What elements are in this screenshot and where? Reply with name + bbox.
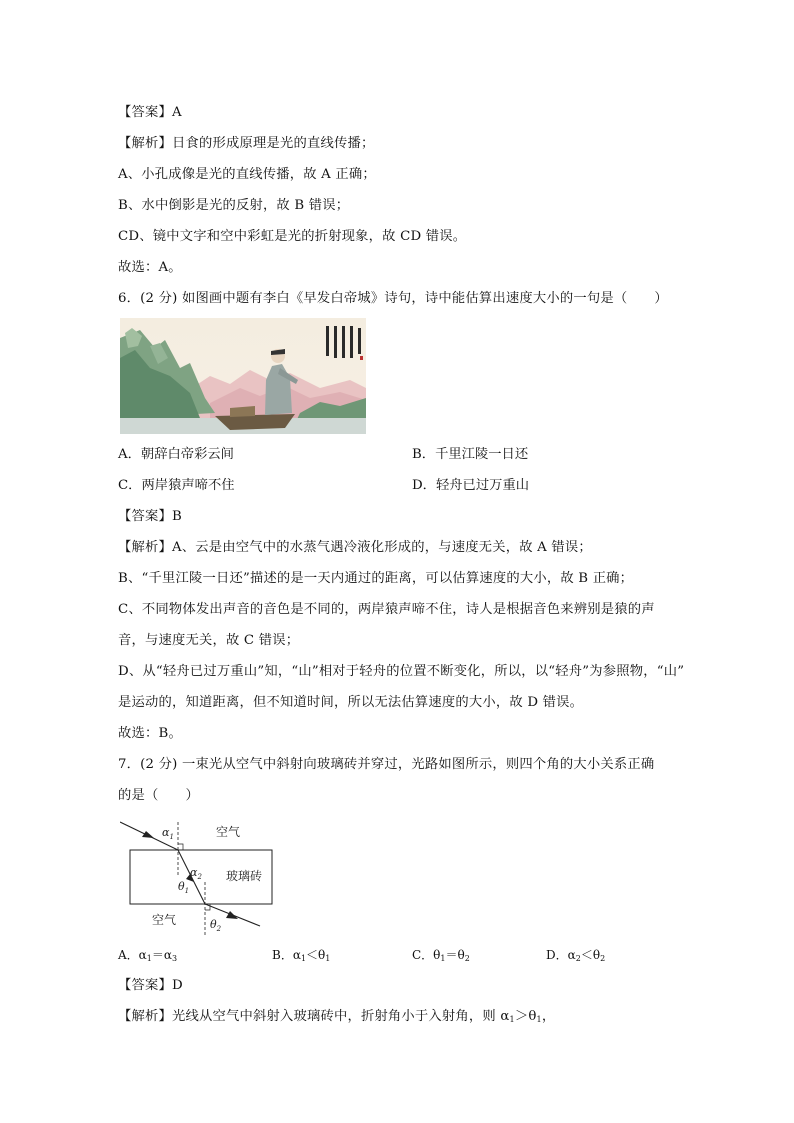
arrow-icon [226, 911, 238, 919]
q5-analysis-line: 【解析】日食的形成原理是光的直线传播； [118, 136, 375, 151]
refraction-diagram [120, 816, 280, 938]
q6-option-d[interactable]: D．轻舟已过万重山 [412, 478, 530, 493]
q7-option-b[interactable]: B．$\alpha_1<\theta_1$ [272, 948, 331, 963]
q7-option-a[interactable]: A．$\alpha_1=\alpha_3$ [118, 948, 178, 963]
q5-analysis-line: B、水中倒影是光的反射，故 B 错误； [118, 198, 350, 213]
q7-option-c[interactable]: C．$\theta_1=\theta_2$ [412, 948, 470, 963]
q7-stem-line: 7．(2 分) 一束光从空气中斜射向玻璃砖并穿过，光路如图所示，则四个角的大小关系正确 [118, 757, 655, 772]
q6-option-b[interactable]: B．千里江陵一日还 [412, 447, 529, 462]
theta2-label: θ [210, 918, 217, 931]
alpha1-label: α [162, 826, 170, 839]
q6-option-a[interactable]: A．朝辞白帝彩云间 [118, 447, 234, 462]
painting-poem-text: 朝辞白帝彩云间 千里江陵一日还 两岸猿声啼不住 轻舟已过万重山 [120, 318, 149, 319]
q7-analysis-line: 【解析】光线从空气中斜射入玻璃砖中，折射角小于入射角，则 $\alpha_1>\theta_1$， [118, 1009, 556, 1024]
q6-analysis-line: D、从“轻舟已过万重山”知，“山”相对于轻舟的位置不断变化，所以，以“轻舟”为参照物，“山” [118, 664, 685, 679]
q5-answer: 【答案】A [118, 105, 182, 120]
alpha2-label: α [190, 866, 198, 879]
li-bai-painting [120, 318, 366, 434]
q6-analysis-line: 【解析】A、云是由空气中的水蒸气遇冷液化形成的，与速度无关，故 A 错误； [118, 540, 592, 555]
q5-analysis-line: A、小孔成像是光的直线传播，故 A 正确； [118, 167, 376, 182]
svg-text:θ2: $\theta_2$ [210, 918, 222, 933]
q6-analysis-line: 音，与速度无关，故 C 错误； [118, 633, 300, 648]
q6-answer: 【答案】B [118, 509, 182, 524]
theta1-label: θ [178, 880, 185, 893]
q6-stem: 6．(2 分) 如图画中题有李白《早发白帝城》诗句，诗中能估算出速度大小的一句是（ ） [118, 291, 668, 306]
svg-text:θ1: $\theta_1$ [178, 880, 190, 895]
air-bottom-label: 空气 [152, 913, 177, 927]
q7-answer: 【答案】D [118, 978, 183, 993]
svg-text:α2: $\alpha_2$ [190, 866, 202, 881]
q7-option-d[interactable]: D．$\alpha_2<\theta_2$ [546, 948, 606, 963]
svg-text:α1: $\alpha_1$ [162, 826, 174, 841]
q6-option-c[interactable]: C．两岸猿声啼不住 [118, 478, 235, 493]
q6-analysis-line: B、“千里江陵一日还”描述的是一天内通过的距离，可以估算速度的大小，故 B 正确； [118, 571, 634, 586]
air-top-label: 空气 [216, 825, 241, 839]
q6-analysis-line: C、不同物体发出声音的音色是不同的，两岸猿声啼不住，诗人是根据音色来辨别是猿的声 [118, 602, 655, 617]
q6-analysis-line: 故选：B。 [118, 726, 182, 741]
glass-label: 玻璃砖 [226, 869, 263, 883]
q5-analysis-line: CD、镜中文字和空中彩虹是光的折射现象，故 CD 错误。 [118, 229, 467, 244]
q6-analysis-line: 是运动的，知道距离，但不知道时间，所以无法估算速度的大小，故 D 错误。 [118, 695, 584, 710]
q5-analysis-line: 故选：A。 [118, 260, 182, 275]
q7-stem-line: 的是（ ） [118, 788, 199, 803]
arrow-icon [142, 831, 154, 838]
